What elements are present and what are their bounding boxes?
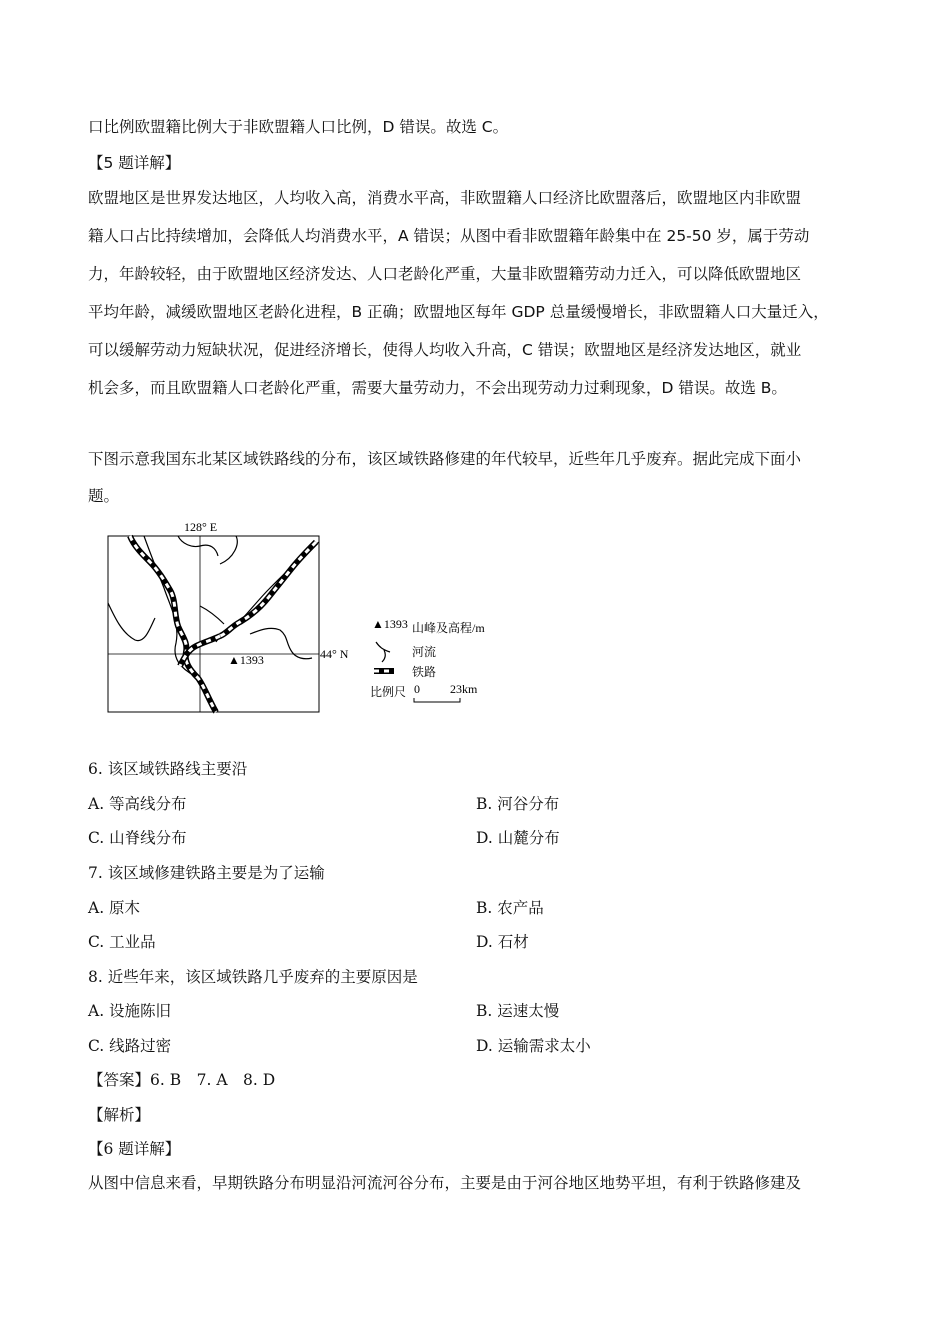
paragraph-5-line-3: 力，年龄较轻，由于欧盟地区经济发达、人口老龄化严重，大量非欧盟籍劳动力迁入，可以降低欧盟地区 [88, 265, 802, 283]
rivers [108, 536, 319, 712]
paragraph-5-line-4: 平均年龄，减缓欧盟地区老龄化进程，B 正确；欧盟地区每年 GDP 总量缓慢增长，非欧盟籍人口大量迁入， [88, 303, 829, 321]
question-7-option-c: C. 工业品 [88, 933, 156, 951]
question-8-option-c: C. 线路过密 [88, 1037, 172, 1055]
question-8-option-b: B. 运速太慢 [476, 1002, 560, 1020]
question-6-stem: 6. 该区域铁路线主要沿 [88, 760, 248, 778]
legend-scale-start: 0 [414, 682, 420, 696]
question-8-option-d: D. 运输需求太小 [476, 1037, 591, 1055]
question-8-option-a: A. 设施陈旧 [88, 1002, 172, 1020]
paragraph-5-line-5: 可以缓解劳动力短缺状况，促进经济增长，使得人均收入升高，C 错误；欧盟地区是经济发达地区，就业 [88, 341, 802, 359]
peak-label: ▲1393 [228, 653, 264, 667]
question-6-option-b: B. 河谷分布 [476, 795, 560, 813]
question-6-option-c: C. 山脊线分布 [88, 829, 187, 847]
analysis-heading: 【解析】 [88, 1106, 151, 1124]
paragraph-5-line-2: 籍人口占比持续增加，会降低人均消费水平，A 错误；从图中看非欧盟籍年龄集中在 25-50 岁，属于劳动 [88, 227, 810, 245]
paragraph-5-line-6: 机会多，而且欧盟籍人口老龄化严重，需要大量劳动力，不会出现劳动力过剩现象，D 错误。故选 B。 [88, 379, 787, 397]
question-7-stem: 7. 该区域修建铁路主要是为了运输 [88, 864, 325, 882]
legend-scale-label: 比例尺 [370, 685, 407, 699]
map-legend [370, 617, 485, 702]
section-heading-5: 【5 题详解】 [88, 154, 181, 172]
legend-peak-text: 山峰及高程/m [412, 621, 485, 635]
question-6-option-d: D. 山麓分布 [476, 829, 560, 847]
question-6-option-a: A. 等高线分布 [88, 795, 187, 813]
text-line: 口比例欧盟籍比例大于非欧盟籍人口比例，D 错误。故选 C。 [88, 118, 509, 136]
legend-railway-text: 铁路 [412, 665, 437, 679]
legend-scale-end: 23km [450, 682, 478, 696]
longitude-label: 128° E [184, 520, 218, 534]
answer-line: 【答案】6. B 7. A 8. D [88, 1071, 276, 1089]
latitude-label: 44° N [320, 647, 349, 661]
legend-scale-bar [414, 698, 460, 702]
legend-peak-symbol: ▲1393 [372, 617, 408, 631]
paragraph-6-line-1: 从图中信息来看，早期铁路分布明显沿河流河谷分布，主要是由于河谷地区地势平坦，有利于铁路修建及 [88, 1174, 802, 1192]
intro-line-1: 下图示意我国东北某区域铁路线的分布，该区域铁路修建的年代较早，近些年几乎废弃。据此完成下面小 [88, 450, 802, 468]
section-heading-6: 【6 题详解】 [88, 1140, 181, 1158]
railway-map [100, 518, 500, 716]
map-frame [108, 536, 319, 712]
question-8-stem: 8. 近些年来，该区域铁路几乎废弃的主要原因是 [88, 968, 418, 986]
paragraph-5-line-1: 欧盟地区是世界发达地区，人均收入高，消费水平高，非欧盟籍人口经济比欧盟落后，欧盟地区内非欧盟 [88, 189, 802, 207]
question-7-option-b: B. 农产品 [476, 899, 544, 917]
legend-river-symbol [376, 642, 390, 662]
intro-line-2: 题。 [88, 487, 120, 505]
question-7-option-a: A. 原木 [88, 899, 141, 917]
legend-river-text: 河流 [412, 645, 437, 659]
question-7-option-d: D. 石材 [476, 933, 529, 951]
